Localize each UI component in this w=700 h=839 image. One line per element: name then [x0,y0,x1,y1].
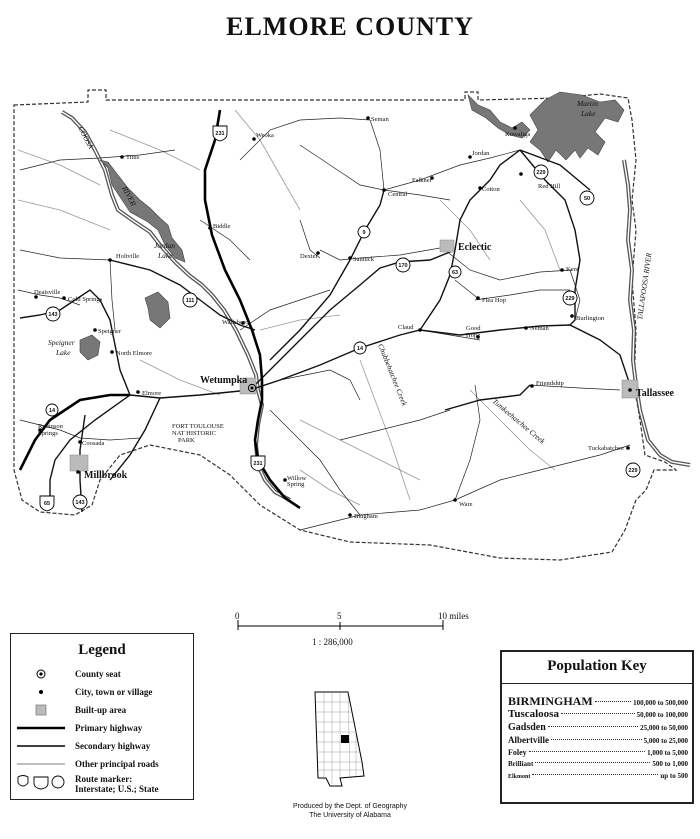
place-label: Cold Springs [68,296,103,303]
jordan-lake-label: Jordan [154,241,175,250]
place-markers [34,116,675,520]
route-shield [396,258,410,272]
jordan-lake-label-2: Lake [158,251,173,260]
route-shield [73,495,87,509]
legend-label: Built-up area [75,705,127,715]
coosa-label-2: RIVER [120,184,138,208]
legend-label: Secondary highway [75,741,151,751]
place-label: Tuckabatchee [588,445,624,452]
place-label: NAT HISTORIC [172,430,217,437]
route-shield [46,404,58,416]
route-shield [626,463,640,477]
place-label: Weoka [256,132,274,139]
svg-text:65: 65 [43,501,51,507]
place-label: Coosada [82,440,105,447]
legend-item-county-seat [15,666,121,682]
svg-text:0: 0 [235,611,240,621]
speigner-lake [80,335,100,360]
svg-text:111: 111 [185,298,195,304]
route-shield [534,165,548,179]
legend-label: Primary highway [75,723,143,733]
svg-text:229: 229 [536,170,546,176]
svg-text:170: 170 [398,263,408,269]
route-shield [40,496,54,511]
map-title: ELMORE COUNTY [226,12,474,41]
place-label: Seman [371,116,389,123]
credit-text: Produced by the Dept. of Geography The University of Alabama [292,803,408,819]
population-row: Albertville 5,000 to 25,000 [508,735,688,745]
place-label: Bingham [354,513,378,520]
place-label-major: Eclectic [458,242,492,253]
svg-text:14: 14 [48,408,56,414]
place-label-major: Tallassee [636,388,674,399]
route-shield [358,226,370,238]
place-label: Spring [287,481,305,488]
tallapoosa-label: TALLAPOOSA RIVER [635,252,654,321]
place-label: Titus [126,154,140,161]
place-label: Falkner [412,177,432,184]
place-label: Dexter [300,253,318,260]
coosa-label: COOSA [76,124,96,151]
svg-text:50: 50 [583,196,591,202]
place-label: Red Hill [538,183,561,190]
martin-lake-label: Martin [577,99,598,108]
place-label: Good [466,325,481,332]
population-row: BIRMINGHAM 100,000 to 500,000 [508,694,688,708]
speigner-lake-label-2: Lake [56,348,71,357]
route-shield [449,266,461,278]
legend-label: Other principal roads [75,759,159,769]
place-label: Flea Hop [482,297,507,304]
population-row: Foley 1,000 to 5,000 [508,748,688,757]
place-label: Jordan [472,150,490,157]
route-shield [46,307,60,321]
place-label-major: Wetumpka [200,375,248,386]
place-label: Willow [287,475,307,482]
legend-label: County seat [75,669,121,679]
place-label: Kent [566,266,579,273]
legend-item-city [15,684,152,700]
svg-text:14: 14 [356,346,364,352]
tumkeehatchee-label: Tumkeehatchee Creek [490,396,547,446]
place-label: Kowaliga [505,131,531,138]
legend-label: City, town or village [75,687,153,697]
route-shield [563,291,577,305]
place-label: Burlington [576,315,605,322]
place-label: Robinson [38,423,63,430]
legend-item-built-up [15,702,126,718]
population-row: Brilliant 500 to 1,000 [508,760,688,768]
population-row: Elkmont up to 500 [508,772,688,780]
svg-text:5: 5 [337,611,342,621]
place-label: Ware [459,501,473,508]
place-label: Santuck [353,256,374,263]
legend-label: Route marker: [75,774,133,784]
place-label: Elmore [142,390,162,397]
place-label: Neman [530,325,549,332]
svg-text:143: 143 [48,312,58,318]
chubbehatchee-label: Chubbehatchee Creek [376,342,410,408]
svg-text:231: 231 [253,461,263,467]
svg-text:231: 231 [215,131,225,137]
place-label: Claud [398,324,414,331]
legend-title: Legend [78,642,126,658]
place-label: Speigner [98,328,122,335]
legend-item-secondary-highway [15,738,150,754]
us-231-highway [205,110,300,508]
martin-lake-label-2: Lake [581,109,596,118]
population-row: Gadsden 25,000 to 50,000 [508,722,688,733]
scale-bar [235,611,469,647]
place-label: Central [388,191,408,198]
population-key-title: Population Key [502,658,692,684]
speigner-lake-label: Speigner [48,338,75,347]
svg-text:143: 143 [75,500,85,506]
legend-item-other-roads [15,756,159,772]
place-label: Hope [466,332,481,339]
place-label: PARK [178,437,195,444]
place-label: North Elmore [116,350,152,357]
population-row: Tuscaloosa 50,000 to 100,000 [508,708,688,720]
place-label: Springs [38,430,58,437]
svg-text:1 : 286,000: 1 : 286,000 [312,637,353,647]
place-label: Biddle [213,223,231,230]
svg-text:229: 229 [628,468,638,474]
place-label: FORT TOULOUSE [172,423,224,430]
place-label-major: Millbrook [84,470,128,481]
route-shield [183,293,197,307]
tallapoosa-river [624,160,690,465]
place-label: Friendship [536,380,564,387]
place-label: Cotton [482,186,500,193]
county-boundary [14,90,676,560]
route-shield [580,191,594,205]
svg-text:9: 9 [362,230,366,236]
population-key-box [500,650,694,804]
place-label: Wallsboro [222,319,249,326]
legend-label: Interstate; U.S.; State [75,784,159,794]
route-shield [354,342,366,354]
svg-text:63: 63 [451,270,459,276]
place-label: Holtville [116,253,140,260]
route-shield [251,456,265,471]
legend-item-primary-highway [15,720,142,736]
svg-text:229: 229 [565,296,575,302]
legend-box [10,633,194,800]
svg-text:10 miles: 10 miles [438,611,469,621]
place-label: Deatsville [34,289,61,296]
alabama-locator-inset [315,692,364,786]
route-shield [213,126,227,141]
legend-item-route-marker [15,774,158,796]
